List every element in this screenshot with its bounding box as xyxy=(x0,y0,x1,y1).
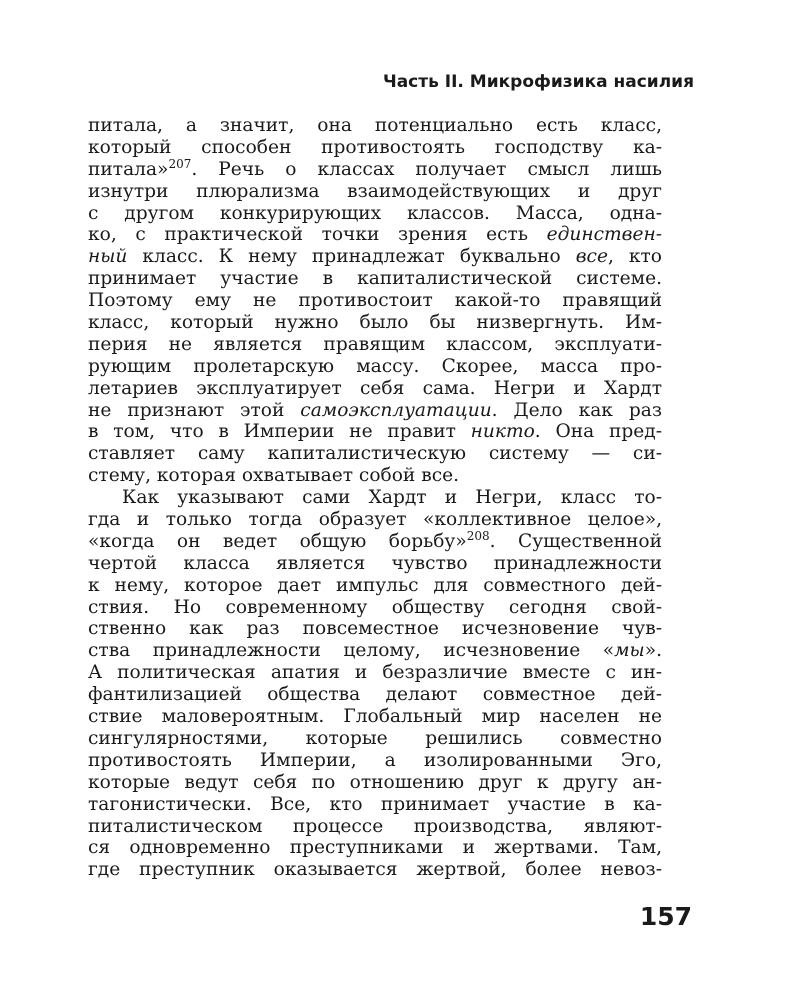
text-line: фантилизацией общества делают совместное дей- xyxy=(88,684,662,706)
text-line xyxy=(88,156,662,181)
page-number: 157 xyxy=(639,902,692,931)
emphasis: единствен- xyxy=(546,224,662,246)
text-fragment: . Дело как раз xyxy=(491,399,662,421)
text-line: тагонистически. Все, кто принимает участие в ка- xyxy=(88,793,662,815)
text-fragment: . Речь о классах получает смысл лишь xyxy=(191,158,662,180)
text-fragment: , кто xyxy=(607,246,662,268)
text-line: ствие маловероятным. Глобальный мир населен не xyxy=(88,706,662,728)
text-fragment: питала» xyxy=(88,158,169,180)
text-line: чертой класса является чувство принадлежности xyxy=(88,552,662,574)
emphasis: ный xyxy=(88,246,128,268)
text-fragment: ко, с практической точки зрения есть xyxy=(88,224,547,246)
text-line xyxy=(88,246,662,268)
text-line: А политическая апатия и безразличие вместе с ин- xyxy=(88,662,662,684)
text-line: питала, а значит, она потенциально есть класс, xyxy=(88,115,662,136)
text-line: рующим пролетарскую массу. Скорее, масса про- xyxy=(88,355,662,377)
text-line: ся одновременно преступниками и жертвами. Там, xyxy=(88,837,662,859)
text-fragment: . Она пред- xyxy=(534,421,662,443)
text-line xyxy=(88,421,662,443)
text-line xyxy=(88,400,662,422)
text-line: Как указывают сами Хардт и Негри, класс то- xyxy=(122,487,662,509)
text-line: Поэтому ему не противостоит какой-то правящий xyxy=(88,290,662,312)
text-line: летариев эксплуатирует себя сама. Негри и Хардт xyxy=(88,377,662,399)
emphasis: все xyxy=(575,246,608,268)
text-fragment: класс. К нему принадлежат буквально xyxy=(127,246,576,268)
text-line: сингулярностями, которые решились совместно xyxy=(88,727,662,749)
emphasis: самоэксплуатации xyxy=(300,399,492,421)
text-line: стему, которая охватывает собой все. xyxy=(88,465,460,487)
text-line xyxy=(88,640,662,662)
text-line: питалистическом процессе производства, являют- xyxy=(88,815,662,837)
text-line: который способен противостоять господству ка- xyxy=(88,136,662,158)
emphasis: мы xyxy=(614,640,645,662)
paragraph-2 xyxy=(88,487,662,881)
text-line xyxy=(88,224,662,246)
text-line: изнутри плюрализма взаимодействующих и друг xyxy=(88,180,662,202)
text-line: перия не является правящим классом, эксплуати- xyxy=(88,333,662,355)
text-fragment: «когда он ведет общую борьбу» xyxy=(88,530,467,552)
text-line: противостоять Империи, а изолированными Эго, xyxy=(88,749,662,771)
paragraph-1 xyxy=(88,115,662,487)
emphasis: никто xyxy=(470,421,535,443)
footnote-ref-207[interactable]: 207 xyxy=(168,156,192,171)
text-line: где преступник оказывается жертвой, более невоз- xyxy=(88,859,662,881)
text-fragment: не признают этой xyxy=(88,399,301,421)
text-line: ственно как раз повсеместное исчезновение чув- xyxy=(88,618,662,640)
text-line: к нему, которое дает импульс для совместного дей- xyxy=(88,574,662,596)
text-fragment: ства принадлежности целому, исчезновение « xyxy=(88,640,615,662)
text-line: которые ведут себя по отношению друг к другу ан- xyxy=(88,771,662,793)
text-fragment: . Существенной xyxy=(489,530,663,552)
text-fragment: ». xyxy=(644,640,662,662)
text-fragment: в том, что в Империи не правит xyxy=(88,421,471,443)
text-line xyxy=(88,528,663,553)
text-line: принимает участие в капиталистической системе. xyxy=(88,268,662,290)
running-head: Часть II. Микрофизика насилия xyxy=(382,72,694,92)
text-line: с другом конкурирующих классов. Масса, одна- xyxy=(88,202,662,224)
body-text xyxy=(88,115,662,881)
text-line: ствия. Но современному обществу сегодня свой- xyxy=(88,596,662,618)
text-line: класс, который нужно было бы низвергнуть. Им- xyxy=(88,312,662,334)
text-line: гда и только тогда образует «коллективное целое», xyxy=(88,509,662,531)
text-line: ставляет саму капиталистическую систему — си- xyxy=(88,443,662,465)
footnote-ref-208[interactable]: 208 xyxy=(466,528,490,543)
